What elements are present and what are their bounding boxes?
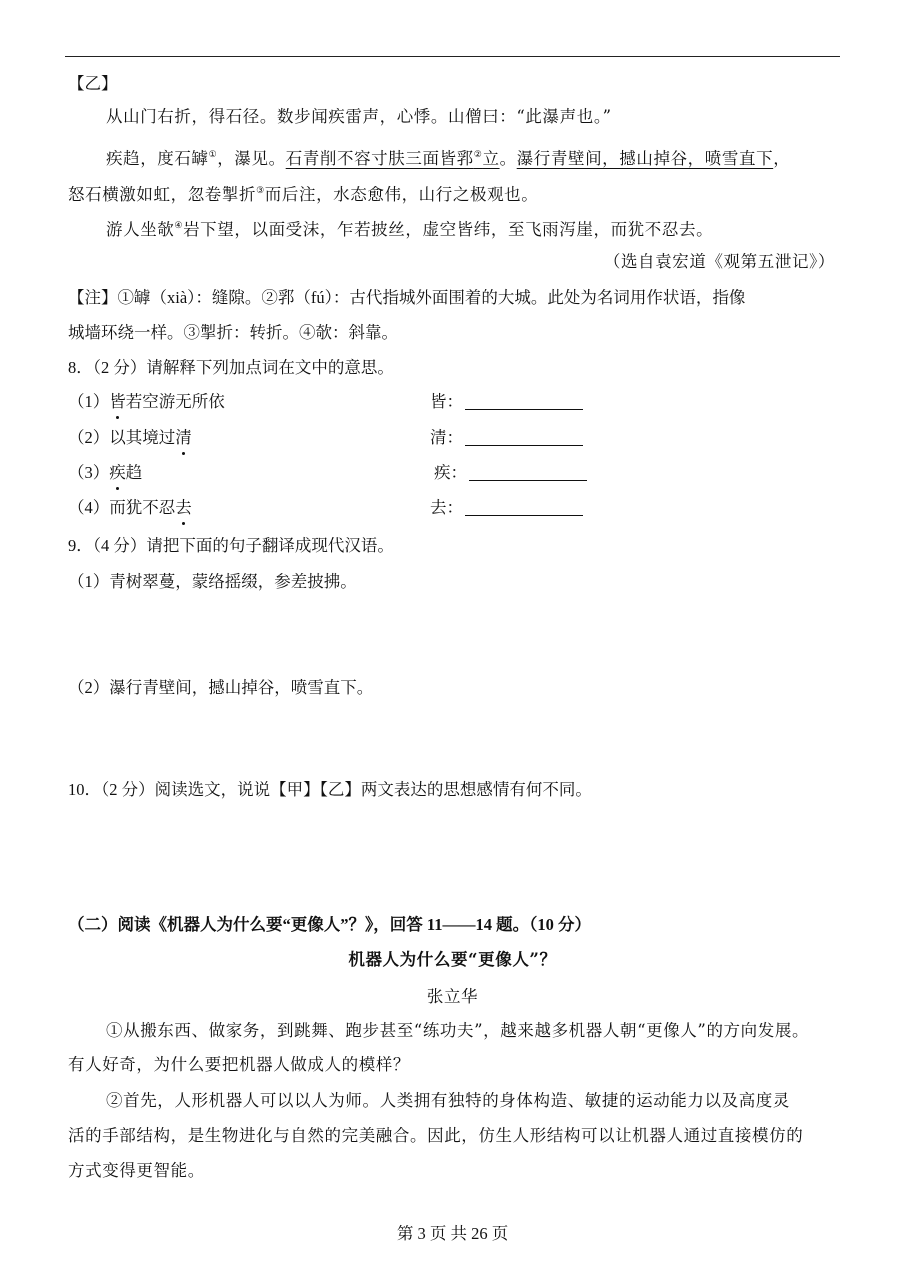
notes-line-1: 【注】①罅（xià）：缝隙。②郛（fú）：古代指城外面围着的大城。此处为名词用作状语，指像 xyxy=(68,288,746,307)
para3-text-a: 怒石横激如虹，忽卷掣折 xyxy=(68,185,257,204)
q8-answer-label-1: 皆： xyxy=(430,392,463,411)
q8-item-1-post: 若空游无所依 xyxy=(125,392,225,411)
para3-text-b: 而后注，水态愈伟，山行之极观也。 xyxy=(264,185,539,204)
q8-item-1-pre: （1） xyxy=(68,392,110,411)
section-yi-para4 xyxy=(106,215,713,241)
q8-item-3-post: 趋 xyxy=(125,463,143,482)
q8-dotted-word-2: 清 xyxy=(175,428,192,447)
note-ref-4: ④ xyxy=(174,221,184,231)
q8-item-2-pre: （2）以其境过 xyxy=(68,428,176,447)
q8-answer-blank-4[interactable] xyxy=(465,499,583,516)
q8-answer-label-3: 疾： xyxy=(434,463,467,482)
article-title: 机器人为什么要“更像人”？ xyxy=(348,950,557,969)
para4-text-a: 游人坐欹 xyxy=(106,220,175,239)
header-rule xyxy=(65,56,840,57)
q8-answer-blank-1[interactable] xyxy=(465,393,583,410)
para2-text-a: 疾趋，度石罅 xyxy=(106,149,209,168)
q9-sub-2: （2）瀑行青壁间，撼山掉谷，喷雪直下。 xyxy=(68,678,374,697)
q8-answer-3[interactable] xyxy=(434,462,587,484)
q8-dotted-word-1: 皆 xyxy=(109,392,126,411)
q8-item-4-pre: （4）而犹不忍 xyxy=(68,498,176,517)
article-author: 张立华 xyxy=(426,987,479,1006)
article-p2-line2: 活的手部结构，是生物进化与自然的完美融合。因此，仿生人形结构可以让机器人通过直接模仿的 xyxy=(68,1126,804,1145)
q8-item-3 xyxy=(68,462,142,484)
q8-answer-label-2: 清： xyxy=(430,428,463,447)
notes-line-2: 城墙环绕一样。③掣折：转折。④欹：斜靠。 xyxy=(68,323,398,342)
underlined-sentence-2: 瀑行青壁间，撼山掉谷，喷雪直下 xyxy=(516,149,774,168)
underlined-text-1: 石青削不容寸肤三面皆郛 xyxy=(285,149,474,168)
q8-answer-1[interactable] xyxy=(430,391,583,413)
q8-answer-blank-2[interactable] xyxy=(465,429,583,446)
q10-stem: 10．（2 分）阅读选文，说说【甲】【乙】两文表达的思想感情有何不同。 xyxy=(68,780,592,799)
q8-answer-blank-3[interactable] xyxy=(469,464,587,481)
q8-answer-2[interactable] xyxy=(430,427,583,449)
note-ref-2: ② xyxy=(473,150,483,160)
q8-answer-4[interactable] xyxy=(430,497,583,519)
para4-text-b: 岩下望，以面受沫，乍若披丝，虚空皆纬，至飞雨泻崖，而犹不忍去。 xyxy=(183,220,714,239)
article-p1-line2: 有人好奇，为什么要把机器人做成人的模样？ xyxy=(68,1055,410,1074)
note-ref-3: ③ xyxy=(256,186,265,196)
q8-item-2 xyxy=(68,427,192,449)
q8-stem: 8．（2 分）请解释下列加点词在文中的意思。 xyxy=(68,358,394,377)
q8-item-1 xyxy=(68,391,225,413)
page-number-footer: 第 3 页 共 26 页 xyxy=(396,1224,509,1243)
section-yi-label: 【乙】 xyxy=(68,74,118,93)
para2-text-b: ，瀑见。 xyxy=(217,149,286,168)
para2-text-d: ， xyxy=(773,149,791,168)
q9-stem: 9．（4 分）请把下面的句子翻译成现代汉语。 xyxy=(68,536,394,555)
source-citation: （选自袁宏道《观第五泄记》） xyxy=(603,252,835,271)
part2-heading: （二）阅读《机器人为什么要“更像人”？》，回答 11——14 题。（10 分） xyxy=(68,915,591,934)
section-yi-para1: 从山门右折，得石径。数步闻疾雷声，心悸。山僧曰：“此瀑声也。” xyxy=(106,107,612,126)
q8-dotted-word-4: 去 xyxy=(175,498,192,517)
underlined-text-1b: 立 xyxy=(482,149,500,168)
article-p1-line1: ①从搬东西、做家务，到跳舞、跑步甚至“练功夫”，越来越多机器人朝“更像人”的方向发展。 xyxy=(106,1021,810,1040)
underlined-sentence-1 xyxy=(286,149,500,168)
section-yi-para2 xyxy=(106,144,790,170)
article-p2-line3: 方式变得更智能。 xyxy=(68,1161,205,1180)
q8-item-4 xyxy=(68,497,192,519)
q8-dotted-word-3: 疾 xyxy=(109,463,126,482)
article-p2-line1: ②首先，人形机器人可以以人为师。人类拥有独特的身体构造、敏捷的运动能力以及高度灵 xyxy=(106,1091,790,1110)
q8-answer-label-4: 去： xyxy=(430,498,463,517)
q9-sub-1: （1）青树翠蔓，蒙络摇缀，参差披拂。 xyxy=(68,572,357,591)
note-ref-1: ① xyxy=(208,150,218,160)
q8-item-3-pre: （3） xyxy=(68,463,110,482)
section-yi-para3 xyxy=(68,180,538,206)
para2-text-c: 。 xyxy=(499,149,517,168)
